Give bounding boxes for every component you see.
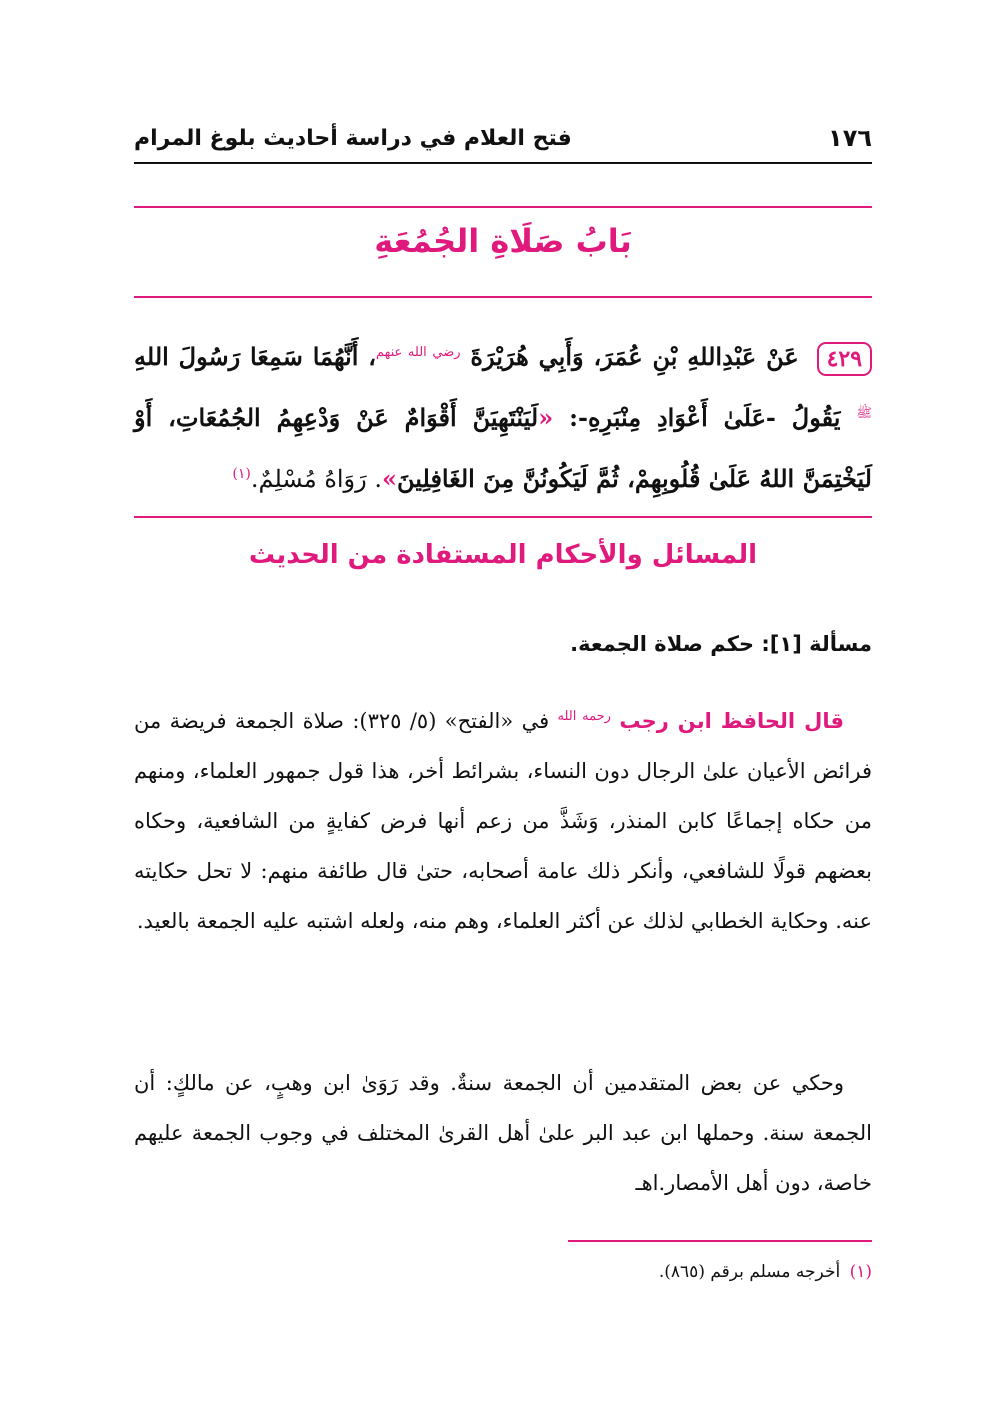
chapter-title: بَابُ صَلَاةِ الجُمُعَةِ bbox=[374, 222, 632, 260]
paragraph-ibn-rajab bbox=[134, 692, 872, 946]
paragraph-text: في «الفتح» (٥/ ٣٢٥): صلاة الجمعة فريضة من فرائض الأعيان علىٰ الرجال دون النساء، بشرائط أخر، هذا قول جمهور العلماء، ومنهم من حكاه إجماعًا كابن المنذر، وَشَذَّ من زعم أنها فرض كفايةٍ من الشافعية، وحكاه بعضهم قولًا للشافعي، وأنكر ذلك عامة أصحابه، حتىٰ قال طائفة منهم: لا تحل حكايته عنه. وحكاية الخطابي لذلك عن أكثر العلماء، وهم منه، ولعله اشتبه عليه الجمعة بالعيد. bbox=[134, 709, 872, 933]
page-number: ١٧٦ bbox=[828, 124, 872, 152]
hadith-isnad-2: ، أَنَّهُمَا سَمِعَا رَسُولَ اللهِ bbox=[134, 342, 376, 371]
book-title: فتح العلام في دراسة أحاديث بلوغ المرام bbox=[134, 125, 572, 151]
paragraph-text: وحكي عن بعض المتقدمين أن الجمعة سنةٌ. وقد رَوَىٰ ابن وهبٍ، عن مالكٍ: أن الجمعة سنة. وحملها ابن عبد البر علىٰ أهل القرىٰ المختلف في وجوب الجمعة عليهم خاصة، دون أهل الأمصار.اهـ bbox=[134, 1071, 872, 1195]
hadith-bottom-rule bbox=[134, 516, 872, 518]
chapter-bottom-rule bbox=[134, 296, 872, 298]
issue-heading bbox=[134, 632, 872, 656]
honorific-sahaba: رضي الله عنهم bbox=[375, 345, 461, 360]
issue-label: مسألة [١]: bbox=[761, 632, 872, 656]
page-header bbox=[134, 118, 872, 158]
chapter-top-rule bbox=[134, 206, 872, 208]
paragraph-sunnah-view bbox=[134, 1058, 872, 1208]
issue-title: حكم صلاة الجمعة. bbox=[570, 632, 755, 656]
section-title: المسائل والأحكام المستفادة من الحديث bbox=[248, 540, 758, 570]
footnote bbox=[134, 1262, 872, 1282]
honorific-prophet: ﷺ bbox=[856, 406, 873, 421]
quote-close: » bbox=[382, 464, 397, 493]
hadith-number-badge: ٤٢٩ bbox=[817, 342, 872, 376]
footnote-text: أخرجه مسلم برقم (٨٦٥). bbox=[658, 1262, 841, 1282]
honorific-rahimahullah: رحمه الله bbox=[557, 709, 611, 724]
hadith-isnad: عَنْ عَبْدِاللهِ بْنِ عُمَرَ، وَأَبِي هُرَيْرَةَ bbox=[470, 342, 799, 371]
header-rule bbox=[134, 162, 872, 164]
hadith-isnad-3: يَقُولُ -عَلَىٰ أَعْوَادِ مِنْبَرِهِ-: bbox=[569, 403, 841, 432]
author-name: قال الحافظ ابن رجب bbox=[619, 709, 844, 733]
footnote-number: (١) bbox=[849, 1262, 872, 1282]
hadith-text bbox=[134, 324, 872, 508]
footnote-rule bbox=[568, 1240, 872, 1242]
footnote-reference: (١) bbox=[232, 466, 251, 482]
hadith-matn: لَيَنْتَهِيَنَّ أَقْوَامٌ عَنْ وَدْعِهِمُ الجُمُعَاتِ، أَوْ لَيَخْتِمَنَّ اللهُ عَلَىٰ قُلُوبِهِمْ، ثُمَّ لَيَكُونُنَّ مِنَ الغَافِلِينَ bbox=[134, 403, 872, 493]
hadith-narration: . رَوَاهُ مُسْلِمٌ. bbox=[250, 465, 382, 493]
quote-open: « bbox=[538, 403, 554, 432]
